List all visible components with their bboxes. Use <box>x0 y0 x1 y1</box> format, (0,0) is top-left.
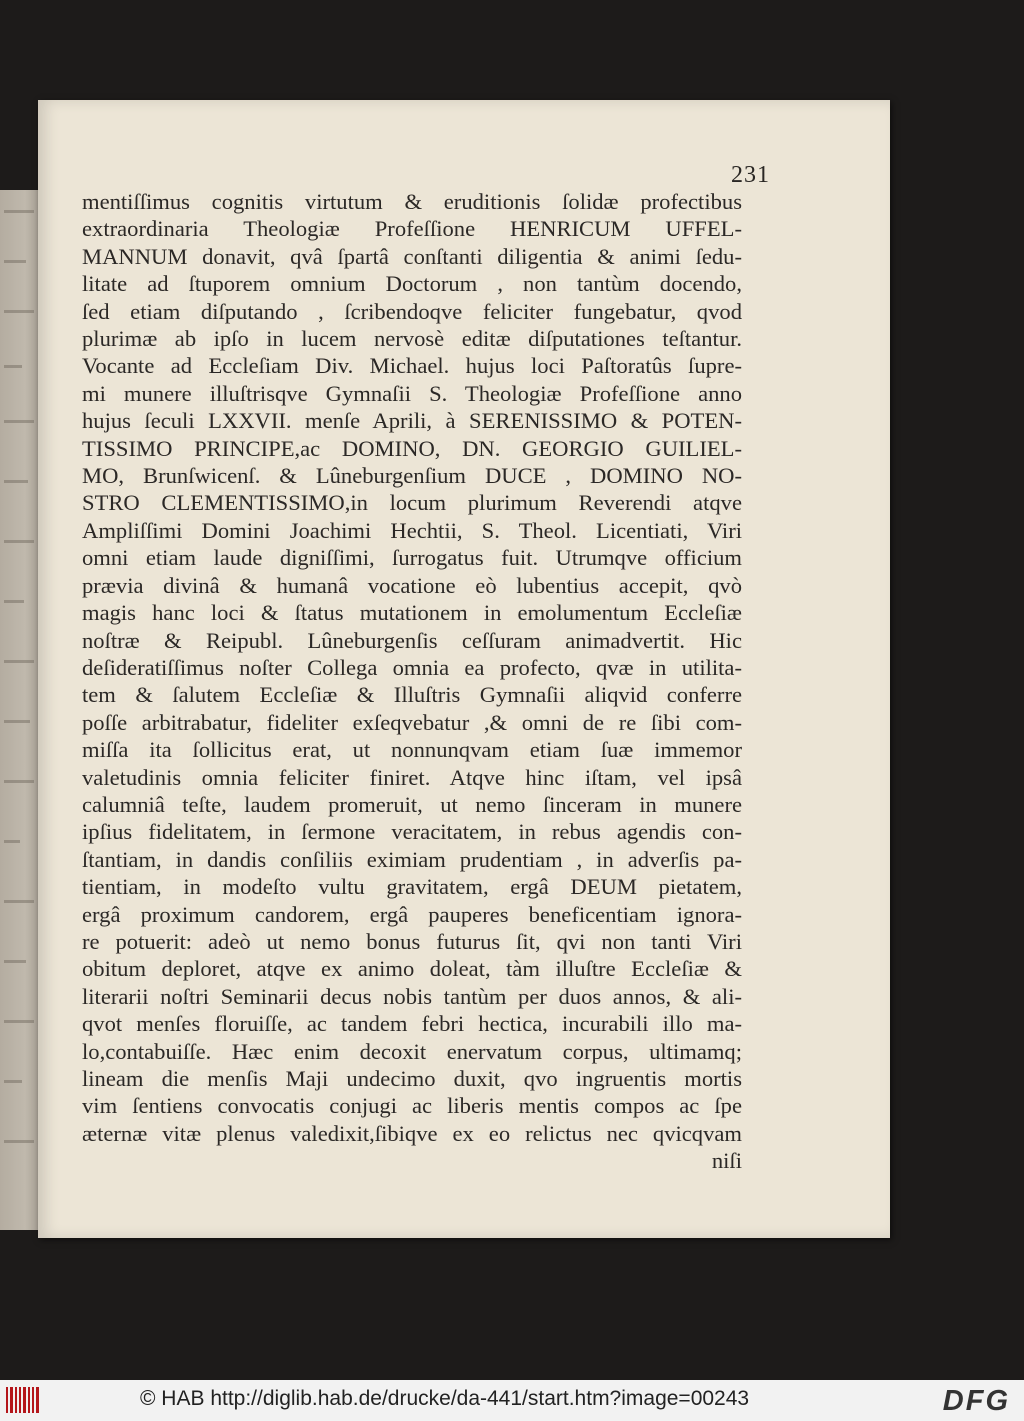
text-line: Ampliſſimi Domini Joachimi Hechtii, S. Theol. Licentiati, Viri <box>82 517 742 543</box>
text-line: plurimæ ab ipſo in lucem nervosè editæ diſputationes teſtantur. <box>82 326 742 352</box>
text-line: literarii noſtri Seminarii decus nobis tantùm per duos annos, & ali- <box>82 983 742 1009</box>
text-line: Vocante ad Eccleſiam Div. Michael. hujus loci Paſtoratûs ſupre- <box>82 353 742 379</box>
text-line: ſed etiam diſputando , ſcribendoqve feliciter fungebatur, qvod <box>82 298 742 324</box>
previous-page-edge <box>0 190 42 1230</box>
text-line: lo,contabuiſſe. Hæc enim decoxit enervatum corpus, ultimamq; <box>82 1038 742 1064</box>
text-line: æternæ vitæ plenus valedixit,ſibiqve ex eo relictus nec qvicqvam <box>82 1120 742 1146</box>
text-line: litate ad ſtuporem omnium Doctorum , non tantùm docendo, <box>82 271 742 297</box>
text-line: re potuerit: adeò ut nemo bonus futurus ſit, qvi non tanti Viri <box>82 928 742 954</box>
text-line: qvot menſes floruiſſe, ac tandem febri hectica, incurabili illo ma- <box>82 1011 742 1037</box>
text-line: STRO CLEMENTISSIMO,in locum plurimum Reverendi atqve <box>82 490 742 516</box>
text-line: tientiam, in modeſto vultu gravitatem, ergâ DEUM pietatem, <box>82 874 742 900</box>
text-line: niſi <box>711 1148 742 1174</box>
text-line: omni etiam laude digniſſimi, ſurrogatus fuit. Utrumqve officium <box>82 545 742 571</box>
text-line: extraordinaria Theologiæ Profeſſione HENRICUM UFFEL- <box>82 216 742 242</box>
text-line: mi munere illuſtrisqve Gymnaſii S. Theologiæ Profeſſione anno <box>82 380 742 406</box>
copyright-link[interactable]: © HAB http://diglib.hab.de/drucke/da-441/start.htm?image=00243 <box>140 1387 750 1410</box>
text-line: calumniâ teſte, laudem promeruit, ut nemo ſinceram in munere <box>82 791 742 817</box>
text-line: magis hanc loci & ſtatus mutationem in emolumentum Eccleſiæ <box>82 600 742 626</box>
text-line: noſtræ & Reipubl. Lûneburgenſis ceſſuram animadvertit. Hic <box>82 627 742 653</box>
text-line: ipſius fidelitatem, in ſermone veracitatem, in rebus agendis con- <box>82 819 742 845</box>
text-line: vim ſentiens convocatis conjugi ac liberis mentis compos ac ſpe <box>82 1093 742 1119</box>
text-line: lineam die menſis Maji undecimo duxit, qvo ingruentis mortis <box>82 1066 742 1091</box>
text-line: hujus ſeculi LXXVII. menſe Aprili, à SERENISSIMO & POTEN- <box>82 408 742 434</box>
page-number: 231 <box>731 162 770 188</box>
text-line: ſtantiam, in dandis conſiliis eximiam prudentiam , in adverſis pa- <box>82 846 742 872</box>
text-line: MO, Brunſwicenſ. & Lûneburgenſium DUCE , DOMINO NO- <box>82 463 742 489</box>
book-page <box>38 100 890 1238</box>
body-text <box>82 188 742 1175</box>
hab-barcode-icon <box>6 1387 40 1413</box>
text-line: obitum deploret, atqve ex animo doleat, tàm illuſtre Eccleſiæ & <box>82 956 742 982</box>
text-line: tem & ſalutem Eccleſiæ & Illuſtris Gymnaſii aliqvid conferre <box>82 682 742 708</box>
text-line: valetudinis omnia feliciter finiret. Atqve hinc iſtam, vel ipsâ <box>82 764 742 790</box>
text-line: miſſa ita ſollicitus erat, ut nonnunqvam etiam ſuæ immemor <box>82 737 742 763</box>
text-line: prævia divinâ & humanâ vocatione eò lubentius accepit, qvò <box>82 572 742 598</box>
dfg-logo: DFG <box>942 1385 1010 1417</box>
footer-bar <box>0 1380 1024 1421</box>
text-line: poſſe arbitrabatur, fideliter exſeqvebatur ,& omni de re ſibi com- <box>82 709 742 735</box>
text-line: deſideratiſſimus noſter Collega omnia ea profecto, qvæ in utilita- <box>82 654 742 680</box>
text-line: TISSIMO PRINCIPE,ac DOMINO, DN. GEORGIO GUILIEL- <box>82 435 742 461</box>
text-line: mentiſſimus cognitis virtutum & eruditionis ſolidæ profectibus <box>82 189 742 214</box>
text-line: MANNUM donavit, qvâ ſpartâ conſtanti diligentia & animi ſedu- <box>82 243 742 269</box>
text-line: ergâ proximum candorem, ergâ pauperes beneficentiam ignora- <box>82 901 742 927</box>
